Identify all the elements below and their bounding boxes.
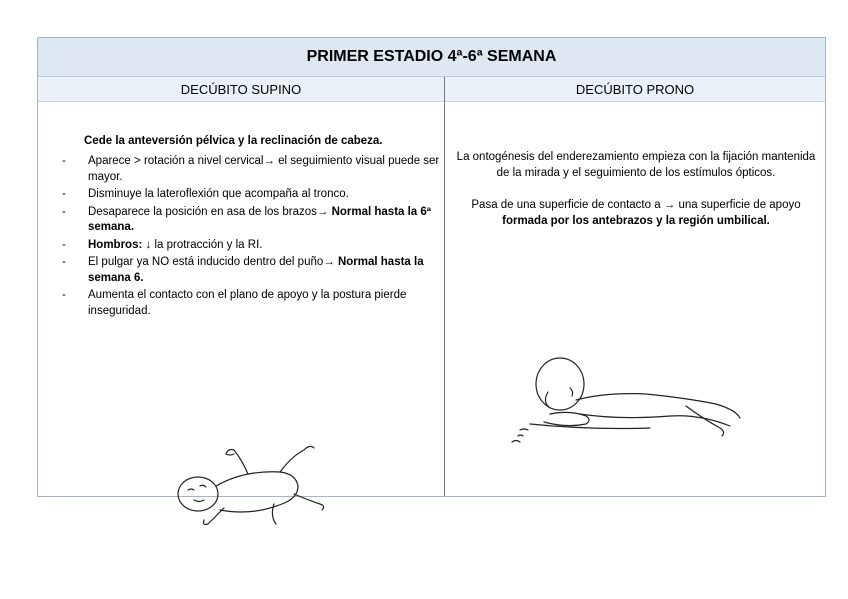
item-text: Desaparece la posición en asa de los brazos→ <box>88 205 332 218</box>
column-header-row <box>38 77 825 102</box>
prono-paragraph-2 <box>451 198 821 229</box>
list-item <box>62 288 440 319</box>
supino-lead: Cede la anteversión pélvica y la reclinación de cabeza. <box>84 135 383 147</box>
supine-baby-illustration <box>168 434 328 530</box>
prone-baby-illustration <box>510 352 750 452</box>
item-text: ↓ la protracción y la RI. <box>142 238 263 251</box>
item-text: Aparece > rotación a nivel cervical→ el seguimiento visual puede ser mayor. <box>88 155 440 183</box>
item-bold-lead: Hombros: <box>88 238 143 251</box>
prono-paragraph-1: La ontogénesis del enderezamiento empieza con la fijación mantenida de la mirada y el seguimiento de los estímulos ópticos. <box>456 151 816 179</box>
supino-cell <box>38 102 444 496</box>
list-item <box>62 187 440 203</box>
item-bold: Normal hasta la 6ª semana. <box>88 205 432 233</box>
table-title: PRIMER ESTADIO 4ª-6ª SEMANA <box>38 38 825 77</box>
item-bold: Normal hasta la semana 6. <box>88 256 424 284</box>
list-item <box>62 205 440 236</box>
item-text: El pulgar ya NO está inducido dentro del puño→ <box>88 256 338 268</box>
list-item <box>62 255 440 286</box>
item-text: Disminuye la lateroflexión que acompaña al tronco. <box>88 188 349 200</box>
prono-cell <box>445 102 825 496</box>
item-text: Aumenta el contacto con el plano de apoyo y la postura pierde inseguridad. <box>88 289 407 317</box>
list-item <box>62 238 440 254</box>
list-item <box>62 154 440 185</box>
prono-paragraph-2-bold: formada por los antebrazos y la región umbilical. <box>502 214 770 227</box>
supino-list <box>62 154 440 321</box>
stage-table <box>37 37 826 497</box>
prono-paragraph-2-text: Pasa de una superficie de contacto a → una superficie de apoyo <box>471 199 801 211</box>
header-supino: DECÚBITO SUPINO <box>180 81 302 97</box>
header-prono: DECÚBITO PRONO <box>575 81 695 97</box>
